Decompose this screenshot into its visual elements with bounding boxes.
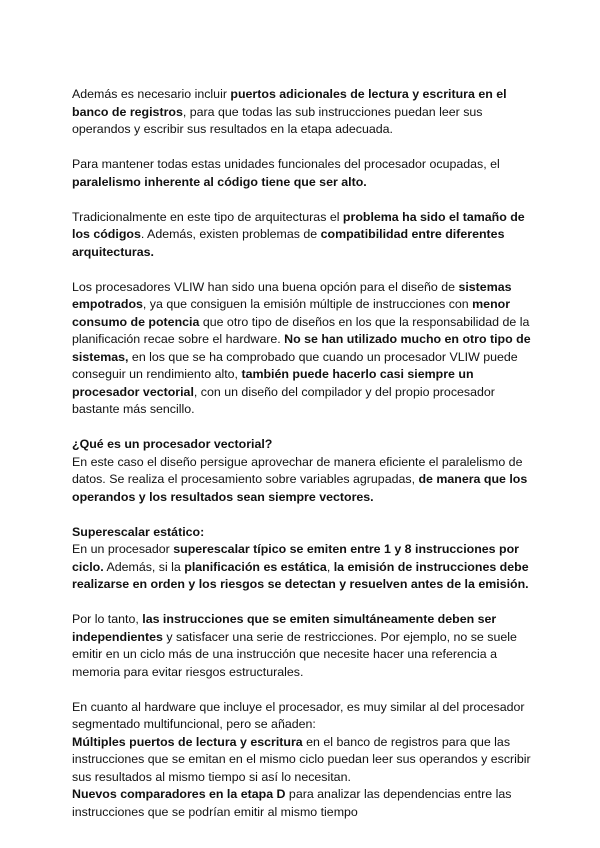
text-run-bold: también puede hacerlo casi siempre un procesador vectorial [72,367,474,399]
text-run-bold: problema ha sido el tamaño de los códigos [72,209,525,241]
text-run: Los procesadores VLIW han sido una buena opción para el diseño de [72,279,459,294]
text-run-bold: superescalar típico se emiten entre 1 y 8 instrucciones por ciclo. [72,542,519,574]
document-page [72,86,532,821]
text-run: En este caso el diseño persigue aprovechar de manera eficiente el paralelismo de datos. Se realiza el procesamiento sobre variables agrupadas, [72,454,523,486]
paragraph-hardware [72,699,532,734]
text-run-bold: ¿Qué es un procesador vectorial? [72,437,273,451]
paragraph-vector-processor [72,454,532,507]
text-run: para analizar las dependencias entre las instrucciones que se podrían emitir al mismo tiempo [72,787,512,819]
text-run: en los que se ha comprobado que cuando un procesador VLIW puede conseguir un rendimiento alto, [72,349,518,381]
text-run-bold: menor consumo de potencia [72,297,511,329]
paragraph-new-comparators [72,786,532,821]
heading-vector-processor [72,436,532,454]
text-run-bold: No se han utilizado mucho en otro tipo de sistemas, [72,332,531,364]
text-run: , ya que consiguen la emisión múltiple de instrucciones con [142,297,473,311]
text-run-bold: Múltiples puertos de lectura y escritura [72,734,303,749]
paragraph-code-size [72,209,532,262]
text-run: , para que todas las sub instrucciones puedan leer sus operandos y escribir sus resultados en la etapa adecuada. [72,104,483,136]
text-run: que otro tipo de diseños en los que la responsabilidad de la planificación recae sobre el hardware. [72,314,530,346]
text-run: En un procesador [72,542,174,556]
text-run-bold: paralelismo inherente al código tiene que ser alto. [72,174,367,189]
text-run-bold: puertos adicionales de lectura y escritura en el banco de registros [72,87,507,119]
paragraph-parallelism [72,156,532,191]
text-run: En cuanto al hardware que incluye el procesador, es muy similar al del procesador segmentado multifuncional, pero se añaden: [72,699,525,731]
text-run-bold: la emisión de instrucciones debe realizarse en orden y los riesgos se detectan y resuelven antes de la emisión. [72,559,529,591]
text-run: , [326,559,334,574]
text-run-bold: Nuevos comparadores en la etapa D [72,787,286,801]
text-run-bold: sistemas empotrados [72,279,512,311]
heading-static-superscalar [72,524,532,542]
paragraph-multiple-ports [72,734,532,787]
text-run: Por lo tanto, [72,612,143,626]
text-run: en el banco de registros para que las instrucciones que se emitan en el mismo ciclo puedan leer sus operandos y escribir sus resultados al mismo tiempo si así lo necesitan. [72,734,531,784]
text-run: Para mantener todas estas unidades funcionales del procesador ocupadas, el [72,157,500,171]
paragraph-vliw [72,279,532,419]
paragraph-independent-instructions [72,611,532,681]
text-run: , con un diseño del compilador y del propio procesador bastante más sencillo. [72,384,495,416]
text-run: Además, si la [103,559,185,574]
text-run: Tradicionalmente en este tipo de arquitecturas el [72,209,343,224]
text-run: . Además, existen problemas de [140,227,321,241]
text-run-bold: Superescalar estático: [72,524,205,539]
paragraph-static-superscalar [72,541,532,594]
text-run: y satisfacer una serie de restricciones. Por ejemplo, no se suele emitir en un ciclo más de una instrucción que necesite hacer una referencia a memoria para evitar riesgos estructurales. [72,629,517,679]
text-run: Además es necesario incluir [72,87,231,101]
text-run-bold: planificación es estática [184,559,327,574]
text-run-bold: compatibilidad entre diferentes arquitecturas. [72,227,505,259]
paragraph-register-ports [72,86,532,139]
text-run-bold: las instrucciones que se emiten simultáneamente deben ser independientes [72,612,497,644]
text-run-bold: de manera que los operandos y los resultados sean siempre vectores. [72,472,528,504]
